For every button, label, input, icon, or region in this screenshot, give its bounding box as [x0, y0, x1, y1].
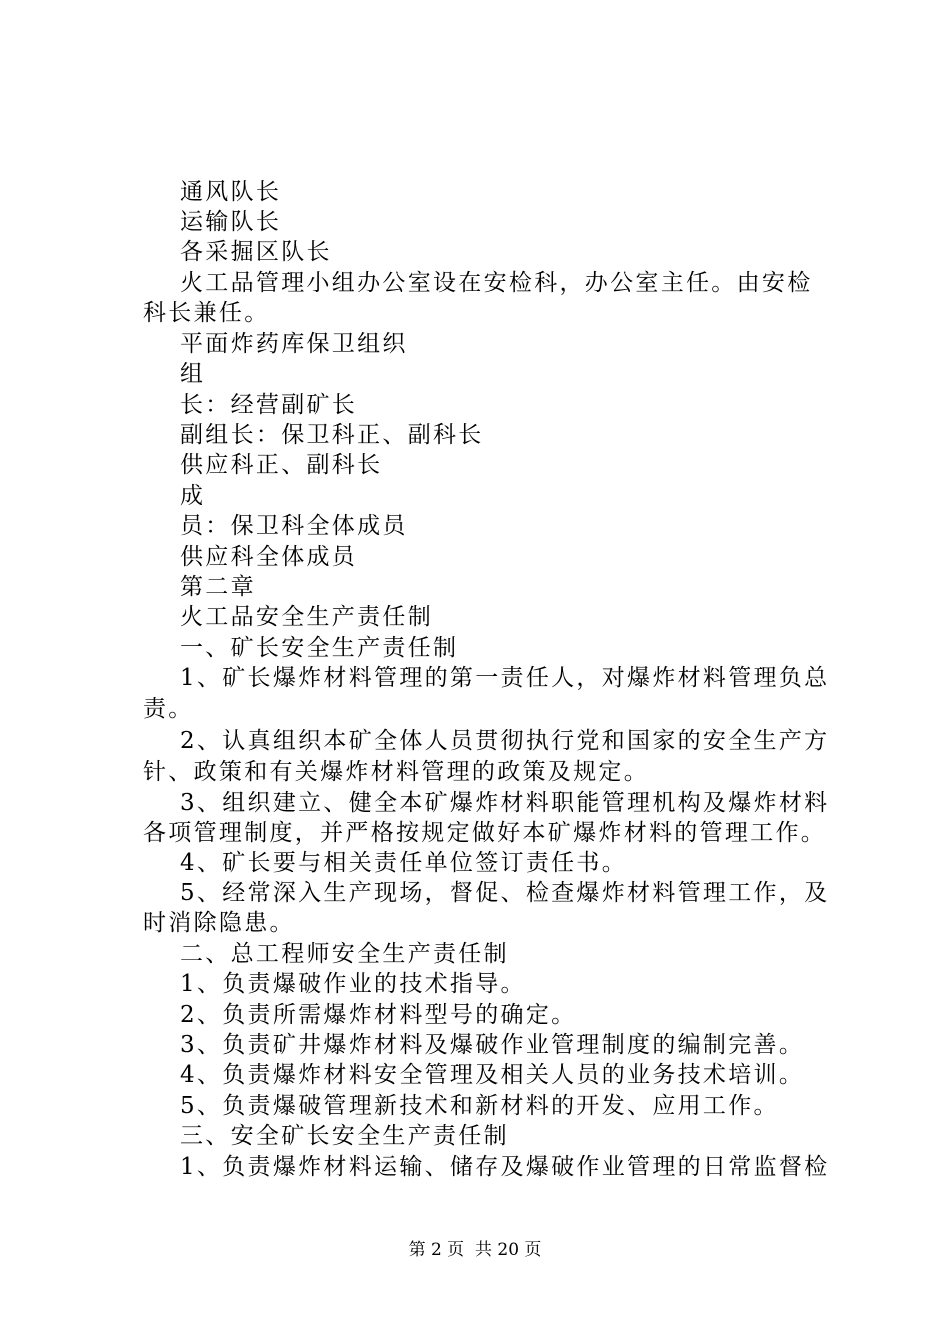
text-line: 供应科正、副科长 — [180, 452, 383, 478]
text-line: 2、负责所需爆炸材料型号的确定。 — [180, 1002, 577, 1028]
text-line: 3、负责矿井爆炸材料及爆破作业管理制度的编制完善。 — [180, 1032, 805, 1058]
text-line: 火工品管理小组办公室设在安检科，办公室主任。由安检 — [180, 270, 813, 296]
section-heading: 二、总工程师安全生产责任制 — [180, 941, 509, 967]
text-line: 科长兼任。 — [143, 300, 270, 326]
text-line: 员：保卫科全体成员 — [180, 513, 408, 539]
text-line: 4、矿长要与相关责任单位签订责任书。 — [180, 850, 628, 876]
text-line: 长：经营副矿长 — [180, 392, 358, 418]
section-heading: 三、安全矿长安全生产责任制 — [180, 1123, 509, 1149]
text-line: 1、负责爆炸材料运输、储存及爆破作业管理的日常监督检 — [180, 1154, 830, 1180]
text-line: 3、组织建立、健全本矿爆炸材料职能管理机构及爆炸材料 — [180, 790, 830, 816]
text-line: 1、负责爆破作业的技术指导。 — [180, 971, 526, 997]
text-line: 运输队长 — [180, 209, 282, 235]
chapter-title: 火工品安全生产责任制 — [180, 604, 433, 630]
text-line: 5、负责爆破管理新技术和新材料的开发、应用工作。 — [180, 1093, 779, 1119]
chapter-heading: 第二章 — [180, 574, 256, 600]
text-line: 成 — [180, 483, 206, 509]
text-line: 副组长：保卫科正、副科长 — [180, 422, 484, 448]
text-line: 组 — [180, 361, 206, 387]
text-line: 4、负责爆炸材料安全管理及相关人员的业务技术培训。 — [180, 1062, 805, 1088]
text-line: 各采掘区队长 — [180, 239, 332, 265]
text-line: 1、矿长爆炸材料管理的第一责任人，对爆炸材料管理负总 — [180, 665, 830, 691]
text-line: 供应科全体成员 — [180, 544, 358, 570]
text-line: 针、政策和有关爆炸材料管理的政策及规定。 — [143, 759, 649, 785]
text-line: 平面炸药库保卫组织 — [180, 331, 408, 357]
section-heading: 一、矿长安全生产责任制 — [180, 635, 459, 661]
text-line: 5、经常深入生产现场，督促、检查爆炸材料管理工作，及 — [180, 880, 830, 906]
text-line: 各项管理制度，并严格按规定做好本矿爆炸材料的管理工作。 — [143, 820, 827, 846]
text-line: 通风队长 — [180, 179, 282, 205]
page-number-footer: 第 2 页 共 20 页 — [408, 1240, 542, 1260]
text-line: 责。 — [143, 696, 194, 722]
text-line: 时消除隐患。 — [143, 910, 295, 936]
text-line: 2、认真组织本矿全体人员贯彻执行党和国家的安全生产方 — [180, 728, 830, 754]
